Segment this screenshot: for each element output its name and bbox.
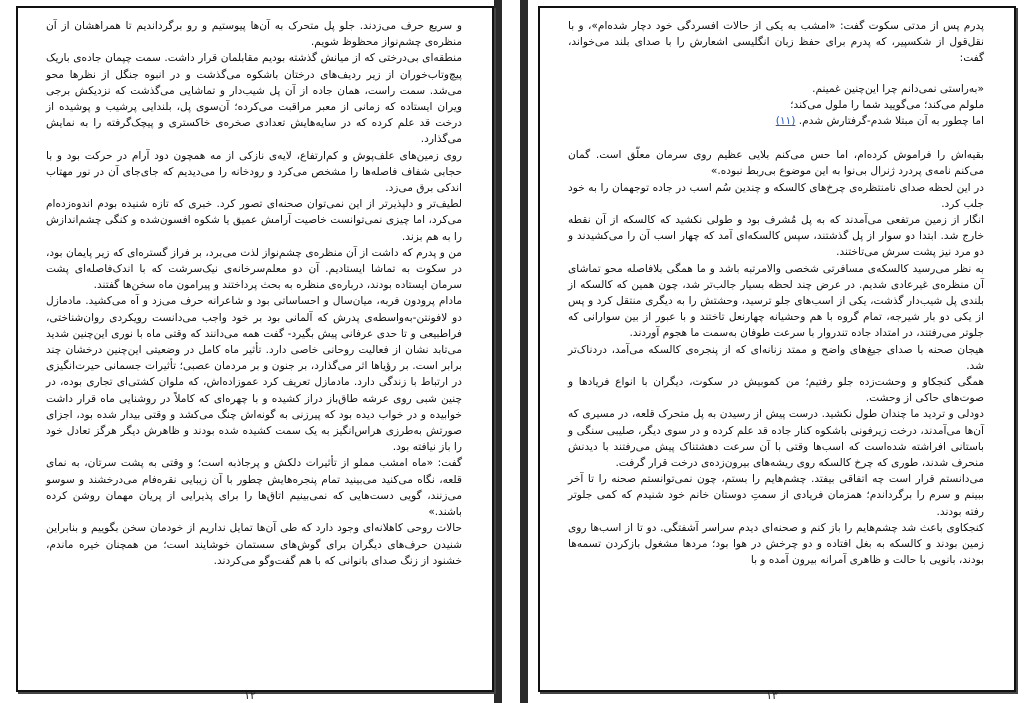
paragraph: به نظر می‌رسید کالسکه‌ی مسافرتی شخصی والامرتبه باشد و ما همگی بلافاصله محو تماشای آن منظره‌ی غیرعادی شدیم. در عرض چند لحظه بسیار جالب‌تر شد، چون همین که کالسکه از بلندی پل شیب‌دار گذشت، یکی از اسب‌های جلو ترسید، وحشتش را به دیگری منتقل کرد و پس از یکی دو بار شیرجه، تمام گروه با هم وحشیانه چهارنعل تاختند و با عبور از بین سوارانی که جلوتر می‌رفتند، در امتداد جاده تندروار با سرعت طوفان به‌سمت ما هجوم آوردند. <box>568 262 984 340</box>
paragraph: هیجان صحنه با صدای جیغ‌های واضح و ممتد زنانه‌ای که از پنجره‌ی کالسکه می‌آمد، دردناک‌تر شد. <box>568 343 984 372</box>
book-page-left <box>16 6 494 692</box>
paragraph: پدرم پس از مدتی سکوت گفت: «امشب به یکی از حالات افسردگی خود دچار شده‌ام»، و با نقل‌قول از شکسپیر، که پدرم برای حفظ زبان انگلیسی اشعارش را با صدای بلند می‌خواند، گفت: <box>568 20 984 65</box>
poem-line: «به‌راستی نمی‌دانم چرا این‌چنین غمینم. <box>812 82 984 95</box>
page-body <box>18 8 492 569</box>
poem-line <box>568 113 984 129</box>
poem-line: ملولم می‌کند؛ می‌گویید شما را ملول می‌کند؛ <box>790 98 984 111</box>
page-gap <box>494 0 528 703</box>
paragraph: گفت: «ماه امشب مملو از تأثیرات دلکش و پرجاذبه است؛ و وقتی به پشت سرتان، به نمای قلعه، نگاه می‌کنید می‌بینید تمام پنجره‌هایش چطور با آن زیبایی نقره‌فام می‌درخشند و سوسو می‌زنند، گویی دست‌هایی که نمی‌بینیم اتاق‌ها را برای پذیرایی از پریان مهمان روشن کرده باشند.» <box>46 457 462 519</box>
paragraph: دودلی و تردید ما چندان طول نکشید. درست پیش از رسیدن به پل متحرک قلعه، در مسیری که آن‌ها می‌آمدند، درخت زیرفونی باشکوه کنار جاده قد علم کرده و در سوی دیگر، صلیبی سنگی و باستانی افراشته شده‌است که اسب‌ها وقتی با آن سرعت دهشتناک پیش می‌رفتند با دیدنش منحرف شدند، طوری که چرخ کالسکه روی ریشه‌های بیرون‌زده‌ی درخت قرار گرفت. <box>568 408 984 470</box>
viewer-divider-left <box>494 0 502 703</box>
paragraph: کنجکاوی باعث شد چشم‌هایم را باز کنم و صحنه‌ای دیدم سراسر آشفتگی. دو تا از اسب‌ها روی زمین بودند و کالسکه به بغل افتاده و دو چرخش در هوا بود؛ مردها مشغول بازکردن تسمه‌ها بودند، بانویی با حالت و ظاهری آمرانه بیرون آمده و با <box>568 521 984 567</box>
paragraph: انگار از زمین مرتفعی می‌آمدند که به پل مُشرف بود و طولی نکشید که کالسکه از آن نقطه خارج شد. ابتدا دو سوار از پل گذشتند، سپس کالسکه‌ای آمد که چهار اسب آن را می‌کشیدند و دو مرد نیز پشت سرش می‌تاختند. <box>568 214 984 259</box>
paragraph: لطیف‌تر و دلپذیرتر از این نمی‌توان صحنه‌ای تصور کرد. خبری که تازه شنیده بودم اندوه‌زده‌ام می‌کرد، اما چیزی نمی‌توانست خاصیت آرامش عمیق یا شکوه افسون‌شده و کنگی چشم‌اندازش را به هم بزند. <box>46 198 462 243</box>
paragraph: در این لحظه صدای نامنتظره‌ی چرخ‌های کالسکه و چندین سُم اسب در جاده توجهمان را به خود جلب کرد. <box>568 181 984 210</box>
paragraph: منطقه‌ای بی‌درختی که از میانش گذشته بودیم مقابلمان قرار داشت. سمت چپمان جاده‌ی باریک پیچ‌وتاب‌خوران از زیر ردیف‌های درختان باشکوه می‌گذشت و در انبوه جنگل از نظرها محو می‌شد. سمت راست، همان جاده از آن پل شیب‌دار و تماشایی می‌گذشت که نزدیکش برجی ویران ایستاده که زمانی از معبر مراقبت می‌کرده؛ آن‌سوی پل، بلندایی پرشیب و پوشیده از درخت قد علم کرده که در سایه‌هایش تعدادی صخره‌ی خاکستری و پیچک‌گرفته را به نمایش می‌گذارد. <box>46 52 462 146</box>
paragraph: بقیه‌اش را فراموش کرده‌ام، اما حس می‌کنم بلایی عظیم روی سرمان معلّق است. گمان می‌کنم نامه‌ی پردرد ژنرال بی‌نوا به این موضوع بی‌ربط نبوده.» <box>568 149 984 178</box>
paragraph: همگی کنجکاو و وحشت‌زده جلو رفتیم؛ من کموبیش در سکوت، دیگران با انواع فریادها و صوت‌های حاکی از وحشت. <box>568 376 984 405</box>
paragraph: من و پدرم که داشت از آن منظره‌ی چشم‌نواز لذت می‌برد، بر فراز گستره‌ای که زیر پایمان بود، در سکوت به تماشا ایستادیم. آن دو معلم‌سرخانه‌ی نیک‌سرشت که با اندک‌فاصله‌ای پشت سرمان ایستاده بودند، درباره‌ی منظره به بحث پرداختند و پیرامون ماه سخن‌ها گفتند. <box>46 246 462 292</box>
paragraph: روی زمین‌های علف‌پوش و کم‌ارتفاع، لایه‌ی نازکی از مه همچون دود آرام در حرکت بود و با حجابی شفاف فاصله‌ها را مشخص می‌کرد و رودخانه را می‌دیدیم که جای‌جای آن در نور مهتاب اندکی برق می‌زد. <box>46 149 462 195</box>
viewer-divider-right <box>520 0 528 703</box>
footnote-link[interactable]: (۱۱) <box>775 115 796 128</box>
paragraph: حالات روحی کاهلانه‌ای وجود دارد که طی آن‌ها تمایل نداریم از خودمان سخن بگوییم و بنابراین شنیدن حرف‌های دیگران برای گوش‌های سستمان خوشایند است؛ من همچنان خیره ماندم، خشنود از زنگ صدای بانوانی که با هم گفت‌وگو می‌کردند. <box>46 522 462 567</box>
poem-line-text: اما چطور به آن مبتلا شدم-گرفتارش شدم. <box>798 115 984 128</box>
page-number: ۱۳ <box>766 689 778 702</box>
page-number: ۱۲ <box>244 689 256 702</box>
paragraph: و سریع حرف می‌زدند. جلو پل متحرک به آن‌ها پیوستیم و رو برگرداندیم تا همراهشان از آن منظره‌ی چشم‌نواز محظوظ شویم. <box>46 20 462 49</box>
book-page-right <box>538 6 1016 692</box>
page-body <box>540 8 1014 569</box>
paragraph: می‌دانستم قرار است چه اتفاقی بیفتد. چشم‌هایم را بستم، چون نمی‌توانستم صحنه را تا آخر ببینم و سرم را برگرداندم؛ همزمان فریادی از سمتِ دوستان خانم خود شنیدم که کمی جلوتر رفته بودند. <box>568 473 984 518</box>
paragraph: مادام پرودون فربه، میان‌سال و احساساتی بود و شاعرانه حرف می‌زد و آه می‌کشید. مادمازل دو لافونتن-به‌واسطه‌ی پدرش که آلمانی بود بر خود واجب می‌دانست رویکردی روان‌شناختی، فراطبیعی و تا حدی عرفانی پیش بگیرد- گفت همه می‌دانند که وقتی ماه با نوری این‌چنین شدید می‌تابد نشان از فعالیت روحانی خاصی دارد. تأثیر ماه کامل در وضعیتی این‌چنین درخشان چند برابر است. بر رؤیاها اثر می‌گذارد، بر جنون و بر مردمان عصبی؛ تأثیرات جسمانی حیرت‌انگیزی در ارتباط با زندگی دارد. مادمازل تعریف کرد عموزاده‌اش، که ملوان کشتی‌ای تجاری بوده، در چنین شبی روی عرشه طاق‌باز دراز کشیده و با چهره‌ای که کاملاً در روشنایی ماه قرار داشت خوابیده و در خواب دیده بود که پیرزنی به گونه‌اش چنگ می‌کشد و وقتی بیدار شده بود، اجزای صورتش به‌طرزی هراس‌انگیز به یک سمت کشیده شده بودند و ظاهرش دیگر هرگز تعادل خود را باز نیافته بود. <box>46 295 462 454</box>
